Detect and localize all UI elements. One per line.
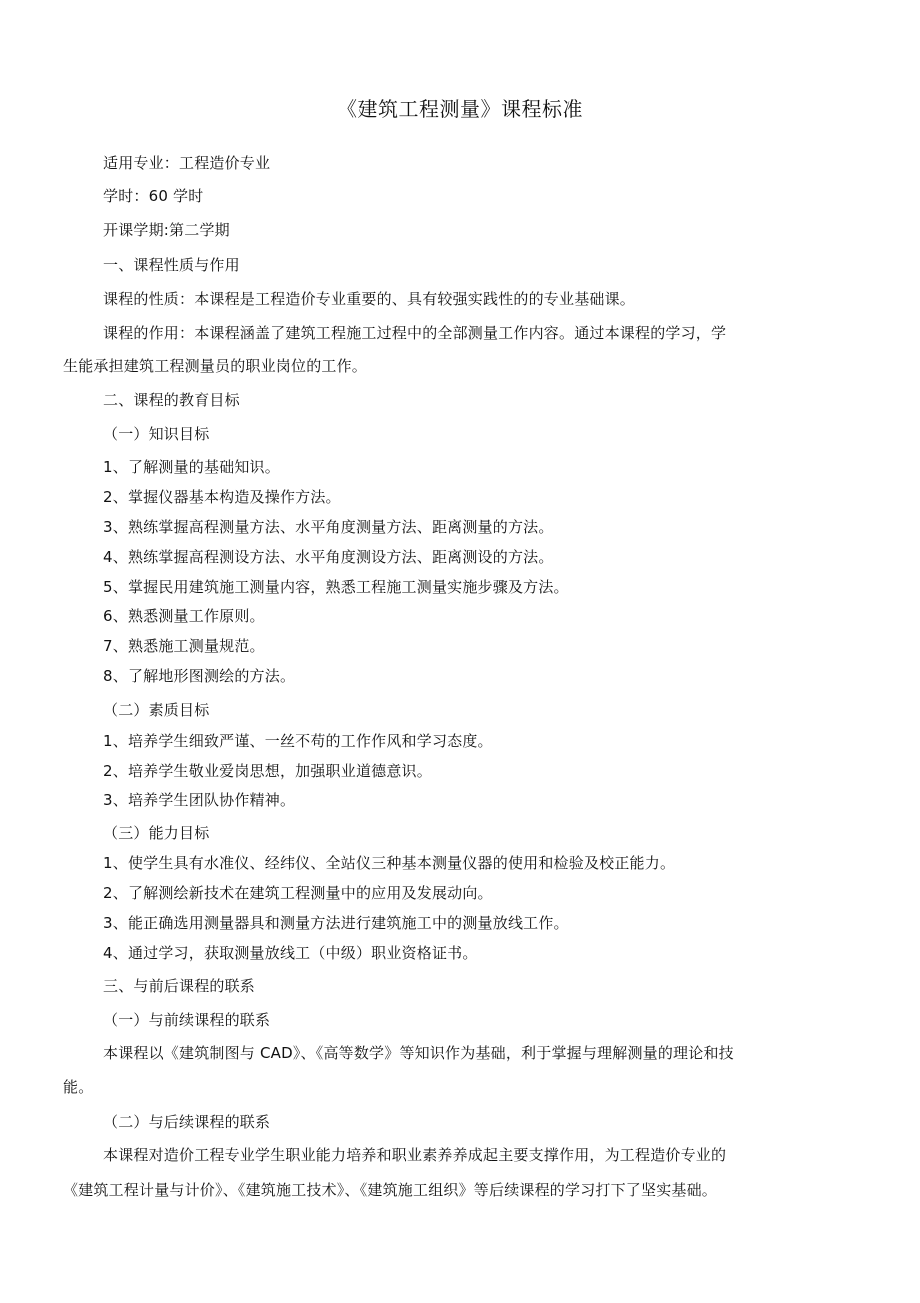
prev-course-heading: （一）与前续课程的联系: [103, 1011, 271, 1029]
ability-goal-item: 2、了解测绘新技术在建筑工程测量中的应用及发展动向。: [103, 884, 493, 902]
ability-goal-item: 1、使学生具有水准仪、经纬仪、全站仪三种基本测量仪器的使用和检验及校正能力。: [103, 854, 676, 872]
ability-goal-item: 4、通过学习，获取测量放线工（中级）职业资格证书。: [103, 944, 478, 962]
next-course-paragraph-line1: 本课程对造价工程专业学生职业能力培养和职业素养养成起主要支撑作用，为工程造价专业的: [103, 1146, 727, 1164]
section-2-heading: 二、课程的教育目标: [103, 391, 240, 409]
meta-semester: 开课学期:第二学期: [103, 221, 230, 239]
quality-goal-item: 1、培养学生细致严谨、一丝不苟的工作作风和学习态度。: [103, 732, 493, 750]
meta-major: 适用专业：工程造价专业: [103, 154, 271, 172]
next-course-paragraph-line2: 《建筑工程计量与计价》、《建筑施工技术》、《建筑施工组织》等后续课程的学习打下了坚实基础。: [63, 1181, 718, 1199]
knowledge-goal-item: 4、熟练掌握高程测设方法、水平角度测设方法、距离测设的方法。: [103, 548, 554, 566]
quality-goals-heading: （二）素质目标: [103, 701, 210, 719]
knowledge-goal-item: 7、熟悉施工测量规范。: [103, 637, 265, 655]
prev-course-paragraph-line2: 能。: [63, 1078, 94, 1096]
meta-hours: 学时：60 学时: [103, 187, 204, 205]
section-1-heading: 一、课程性质与作用: [103, 256, 240, 274]
knowledge-goal-item: 3、熟练掌握高程测量方法、水平角度测量方法、距离测量的方法。: [103, 518, 554, 536]
document-title: 《建筑工程测量》课程标准: [337, 97, 583, 121]
knowledge-goal-item: 8、了解地形图测绘的方法。: [103, 667, 296, 685]
quality-goal-item: 3、培养学生团队协作精神。: [103, 791, 296, 809]
section-3-heading: 三、与前后课程的联系: [103, 977, 256, 995]
knowledge-goals-heading: （一）知识目标: [103, 425, 210, 443]
ability-goal-item: 3、能正确选用测量器具和测量方法进行建筑施工中的测量放线工作。: [103, 914, 569, 932]
prev-course-paragraph-line1: 本课程以《建筑制图与 CAD》、《高等数学》等知识作为基础，利于掌握与理解测量的理论和技: [103, 1044, 734, 1062]
knowledge-goal-item: 6、熟悉测量工作原则。: [103, 607, 265, 625]
knowledge-goal-item: 1、了解测量的基础知识。: [103, 458, 280, 476]
quality-goal-item: 2、培养学生敬业爱岗思想，加强职业道德意识。: [103, 762, 432, 780]
course-role-paragraph-line2: 生能承担建筑工程测量员的职业岗位的工作。: [63, 357, 368, 375]
knowledge-goal-item: 2、掌握仪器基本构造及操作方法。: [103, 488, 341, 506]
course-nature-paragraph: 课程的性质：本课程是工程造价专业重要的、具有较强实践性的的专业基础课。: [103, 290, 636, 308]
ability-goals-heading: （三）能力目标: [103, 824, 210, 842]
next-course-heading: （二）与后续课程的联系: [103, 1113, 271, 1131]
knowledge-goal-item: 5、掌握民用建筑施工测量内容，熟悉工程施工测量实施步骤及方法。: [103, 578, 569, 596]
course-role-paragraph-line1: 课程的作用：本课程涵盖了建筑工程施工过程中的全部测量工作内容。通过本课程的学习，学: [103, 324, 727, 342]
